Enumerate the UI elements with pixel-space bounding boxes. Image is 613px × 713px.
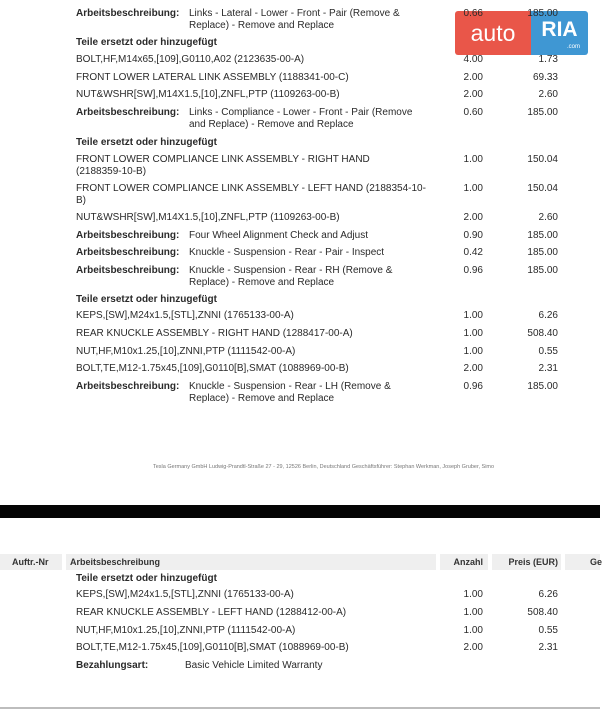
quantity: 0.96 — [463, 265, 483, 276]
price: 2.31 — [538, 642, 558, 653]
price: 2.60 — [538, 212, 558, 223]
quantity: 2.00 — [463, 89, 483, 100]
quantity: 1.00 — [463, 625, 483, 636]
header-divider — [561, 554, 565, 570]
section-title: Teile ersetzt oder hinzugefügt — [76, 137, 217, 148]
price: 508.40 — [527, 607, 558, 618]
quantity: 1.00 — [463, 589, 483, 600]
price: 1.73 — [538, 54, 558, 65]
invoice-page-2 — [0, 518, 603, 713]
section-title: Teile ersetzt oder hinzugefügt — [76, 37, 217, 48]
part-name: NUT&WSHR[SW],M14X1.5,[10],ZNFL,PTP (1109263-00-B) — [76, 89, 340, 100]
quantity: 0.60 — [463, 107, 483, 118]
labor-label: Arbeitsbeschreibung: — [76, 8, 180, 19]
price: 185.00 — [527, 107, 558, 118]
price: 508.40 — [527, 328, 558, 339]
price: 185.00 — [527, 265, 558, 276]
part-name: REAR KNUCKLE ASSEMBLY - LEFT HAND (1288412-00-A) — [76, 607, 347, 618]
price: 150.04 — [527, 154, 558, 165]
quantity: 1.00 — [463, 328, 483, 339]
table-header — [0, 554, 603, 570]
payment-value: Basic Vehicle Limited Warranty — [185, 660, 323, 671]
quantity: 2.00 — [463, 212, 483, 223]
quantity: 0.96 — [463, 381, 483, 392]
part-name: BOLT,TE,M12-1.75x45,[109],G0110[B],SMAT (1088969-00-B) — [76, 642, 349, 653]
price: 2.31 — [538, 363, 558, 374]
price: 0.55 — [538, 625, 558, 636]
labor-description: Knuckle - Suspension - Rear - Pair - Inspect — [189, 247, 385, 258]
part-name: FRONT LOWER LATERAL LINK ASSEMBLY (1188341-00-C) — [76, 72, 349, 83]
logo-auto-text: auto — [455, 11, 531, 55]
price: 6.26 — [538, 310, 558, 321]
part-name: KEPS,[SW],M24x1.5,[STL],ZNNI (1765133-00-A) — [76, 310, 294, 321]
quantity: 0.66 — [463, 8, 483, 19]
labor-label: Arbeitsbeschreibung: — [76, 230, 180, 241]
part-name: FRONT LOWER COMPLIANCE LINK ASSEMBLY - RIGHT HAND (2188359-10-B) — [76, 154, 370, 177]
header-divider — [62, 554, 66, 570]
price: 69.33 — [532, 72, 558, 83]
part-name: BOLT,TE,M12-1.75x45,[109],G0110[B],SMAT (1088969-00-B) — [76, 363, 349, 374]
part-name: NUT&WSHR[SW],M14X1.5,[10],ZNFL,PTP (1109263-00-B) — [76, 212, 340, 223]
header-description: Arbeitsbeschreibung — [70, 557, 161, 567]
labor-label: Arbeitsbeschreibung: — [76, 247, 180, 258]
payment-label: Bezahlungsart: — [76, 660, 149, 671]
part-name: BOLT,HF,M14x65,[109],G0110,A02 (2123635-00-A) — [76, 54, 305, 65]
company-footer: Tesla Germany GmbH Ludwig-Prandtl-Straße 27 - 29, 12526 Berlin, Deutschland Geschäftsführer: Stephan Werkman, Joseph Gruber, Simo — [153, 464, 495, 470]
quantity: 0.42 — [463, 247, 483, 258]
labor-description: Knuckle - Suspension - Rear - RH (Remove & Replace) - Remove and Replace — [189, 265, 393, 288]
quantity: 1.00 — [463, 346, 483, 357]
quantity: 1.00 — [463, 154, 483, 165]
header-total-cut: Ge — [590, 557, 603, 567]
header-quantity: Anzahl — [453, 557, 483, 567]
quantity: 0.90 — [463, 230, 483, 241]
price: 2.60 — [538, 89, 558, 100]
quantity: 4.00 — [463, 54, 483, 65]
labor-description: Four Wheel Alignment Check and Adjust — [189, 230, 368, 241]
price: 185.00 — [527, 247, 558, 258]
labor-description: Links - Compliance - Lower - Front - Pair (Remove and Replace) - Remove and Replace — [189, 107, 413, 130]
price: 185.00 — [527, 381, 558, 392]
section-title: Teile ersetzt oder hinzugefügt — [76, 294, 217, 305]
part-name: KEPS,[SW],M24x1.5,[STL],ZNNI (1765133-00-A) — [76, 589, 294, 600]
price: 185.00 — [527, 230, 558, 241]
quantity: 2.00 — [463, 642, 483, 653]
logo-domain-text: .com — [567, 44, 581, 50]
price: 0.55 — [538, 346, 558, 357]
labor-label: Arbeitsbeschreibung: — [76, 381, 180, 392]
labor-label: Arbeitsbeschreibung: — [76, 107, 180, 118]
labor-description: Knuckle - Suspension - Rear - LH (Remove & Replace) - Remove and Replace — [189, 381, 391, 404]
header-price: Preis (EUR) — [508, 557, 558, 567]
part-name: NUT,HF,M10x1.25,[10],ZNNI,PTP (1111542-00-A) — [76, 346, 296, 357]
page-separator — [0, 505, 600, 518]
labor-label: Arbeitsbeschreibung: — [76, 265, 180, 276]
section-title: Teile ersetzt oder hinzugefügt — [76, 573, 217, 584]
part-name: FRONT LOWER COMPLIANCE LINK ASSEMBLY - LEFT HAND (2188354-10-B) — [76, 183, 426, 206]
part-name: REAR KNUCKLE ASSEMBLY - RIGHT HAND (1288417-00-A) — [76, 328, 353, 339]
quantity: 2.00 — [463, 363, 483, 374]
part-name: NUT,HF,M10x1.25,[10],ZNNI,PTP (1111542-00-A) — [76, 625, 296, 636]
quantity: 1.00 — [463, 607, 483, 618]
price: 6.26 — [538, 589, 558, 600]
price: 150.04 — [527, 183, 558, 194]
price: 185.00 — [527, 8, 558, 19]
header-order-no: Auftr.-Nr — [12, 557, 49, 567]
logo-ria-text: RIA — [531, 11, 588, 55]
bottom-border — [0, 707, 600, 709]
labor-description: Links - Lateral - Lower - Front - Pair (Remove & Replace) - Remove and Replace — [189, 8, 400, 31]
quantity: 2.00 — [463, 72, 483, 83]
quantity: 1.00 — [463, 183, 483, 194]
quantity: 1.00 — [463, 310, 483, 321]
